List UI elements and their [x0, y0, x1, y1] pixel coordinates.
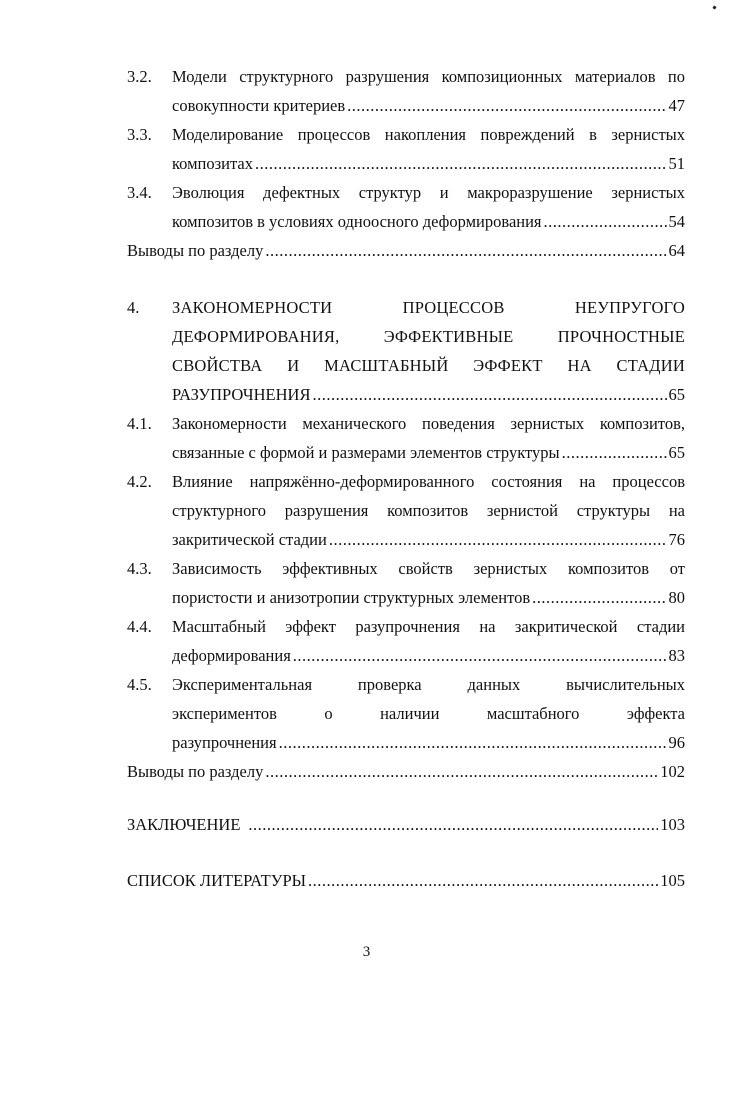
toc-entry-title: композитах [172, 154, 253, 173]
toc-chapter-title: ДЕФОРМИРОВАНИЯ, ЭФФЕКТИВНЫЕ ПРОЧНОСТНЫЕ [172, 327, 685, 346]
toc-page-number: 96 [668, 733, 685, 752]
toc-entry-4-3-line1 [0, 557, 733, 581]
toc-entry-title: Эволюция дефектных структур и макроразрушение зернистых [172, 183, 685, 202]
toc-entry-4-4-line2 [0, 644, 733, 668]
toc-page-number: 76 [668, 530, 685, 549]
dot-leader [265, 760, 658, 784]
toc-entry-title: Экспериментальная проверка данных вычислительных [172, 675, 685, 694]
toc-leader [127, 239, 685, 263]
toc-entry-number: 4.4. [127, 617, 152, 636]
toc-entry-number: 4.2. [127, 472, 152, 491]
toc-entry-title: совокупности критериев [172, 96, 346, 115]
dot-leader [312, 383, 666, 407]
toc-entry-title: Модели структурного разрушения композиционных материалов по [172, 67, 685, 86]
toc-page-number: 64 [668, 241, 685, 260]
toc-page-number: 65 [668, 385, 685, 404]
toc-entry-title: разупрочнения [172, 733, 277, 752]
toc-entry-4-2-line3 [0, 528, 733, 552]
toc-entry-4-1-line2 [0, 441, 733, 465]
toc-entry-title: Выводы по разделу [127, 241, 264, 260]
toc-page-number: 47 [668, 96, 685, 115]
dot-leader [532, 586, 666, 610]
toc-leader [172, 441, 685, 465]
toc-entry-conclusions-3 [0, 239, 733, 263]
toc-entry-title: деформирования [172, 646, 291, 665]
toc-chapter-4-line1 [0, 296, 733, 320]
toc-entry-title: экспериментов о наличии масштабного эффекта [172, 704, 685, 723]
toc-chapter-title: ЗАКОНОМЕРНОСТИ ПРОЦЕССОВ НЕУПРУГОГО [172, 298, 685, 317]
toc-entry-title: связанные с формой и размерами элементов структуры [172, 443, 560, 462]
dot-leader [248, 813, 658, 837]
toc-entry-number: 3.2. [127, 67, 152, 86]
toc-entry-3-2-line1 [0, 65, 733, 89]
toc-entry-title: пористости и анизотропии структурных элементов [172, 588, 531, 607]
toc-leader [172, 731, 685, 755]
toc-entry-title: композитов в условиях одноосного деформирования [172, 212, 542, 231]
toc-chapter-4-line2 [0, 325, 733, 349]
toc-entry-number: 4. [127, 298, 140, 317]
toc-leader [172, 210, 685, 234]
page-number: 3 [362, 944, 371, 960]
toc-leader [127, 813, 685, 837]
toc-entry-title: СПИСОК ЛИТЕРАТУРЫ [127, 871, 307, 890]
toc-entry-references [0, 869, 733, 893]
toc-leader [127, 760, 685, 784]
toc-entry-4-3-line2 [0, 586, 733, 610]
dot-leader [308, 869, 658, 893]
dot-leader [265, 239, 666, 263]
toc-entry-title: Выводы по разделу [127, 762, 264, 781]
toc-entry-title: ЗАКЛЮЧЕНИЕ [127, 815, 241, 834]
toc-entry-number: 4.5. [127, 675, 152, 694]
toc-entry-4-5-line3 [0, 731, 733, 755]
toc-entry-4-5-line1 [0, 673, 733, 697]
toc-leader [172, 586, 685, 610]
toc-page-number: 103 [660, 815, 685, 834]
toc-chapter-title: СВОЙСТВА И МАСШТАБНЫЙ ЭФФЕКТ НА СТАДИИ [172, 356, 685, 375]
toc-entry-number: 4.3. [127, 559, 152, 578]
toc-entry-4-2-line2 [0, 499, 733, 523]
dot-leader [329, 528, 667, 552]
dot-leader [347, 94, 666, 118]
scan-mark [712, 5, 716, 9]
toc-entry-3-2-line2 [0, 94, 733, 118]
toc-entry-3-4-line1 [0, 181, 733, 205]
toc-entry-4-1-line1 [0, 412, 733, 436]
toc-entry-title: структурного разрушения композитов зернистой структуры на [172, 501, 685, 520]
toc-entry-number: 4.1. [127, 414, 152, 433]
toc-chapter-4-line3 [0, 354, 733, 378]
toc-leader [127, 869, 685, 893]
toc-chapter-4-line4 [0, 383, 733, 407]
toc-page-number: 54 [668, 212, 685, 231]
toc-entry-4-4-line1 [0, 615, 733, 639]
toc-page-number: 65 [668, 443, 685, 462]
toc-leader [172, 528, 685, 552]
dot-leader [544, 210, 667, 234]
toc-entry-title: Влияние напряжённо-деформированного состояния на процессов [172, 472, 685, 491]
dot-leader [255, 152, 667, 176]
toc-leader [172, 644, 685, 668]
toc-entry-number: 3.3. [127, 125, 152, 144]
toc-entry-conclusions-4 [0, 760, 733, 784]
toc-page-number: 80 [668, 588, 685, 607]
toc-entry-conclusion [0, 813, 733, 837]
toc-entry-title: Моделирование процессов накопления повреждений в зернистых [172, 125, 685, 144]
toc-page-number: 51 [668, 154, 685, 173]
toc-chapter-title: РАЗУПРОЧНЕНИЯ [172, 385, 311, 404]
dot-leader [293, 644, 667, 668]
toc-page-number: 102 [660, 762, 685, 781]
toc-entry-title: закритической стадии [172, 530, 327, 549]
toc-leader [172, 94, 685, 118]
dot-leader [562, 441, 667, 465]
toc-leader [172, 152, 685, 176]
toc-entry-number: 3.4. [127, 183, 152, 202]
toc-entry-3-3-line1 [0, 123, 733, 147]
toc-entry-4-5-line2 [0, 702, 733, 726]
toc-page-number: 105 [660, 871, 685, 890]
toc-entry-title: Зависимость эффективных свойств зернистых композитов от [172, 559, 685, 578]
toc-entry-3-3-line2 [0, 152, 733, 176]
toc-page-number: 83 [668, 646, 685, 665]
toc-entry-title: Закономерности механического поведения зернистых композитов, [172, 414, 685, 433]
toc-leader [172, 383, 685, 407]
toc-entry-3-4-line2 [0, 210, 733, 234]
toc-entry-title: Масштабный эффект разупрочнения на закритической стадии [172, 617, 685, 636]
toc-entry-4-2-line1 [0, 470, 733, 494]
dot-leader [279, 731, 667, 755]
